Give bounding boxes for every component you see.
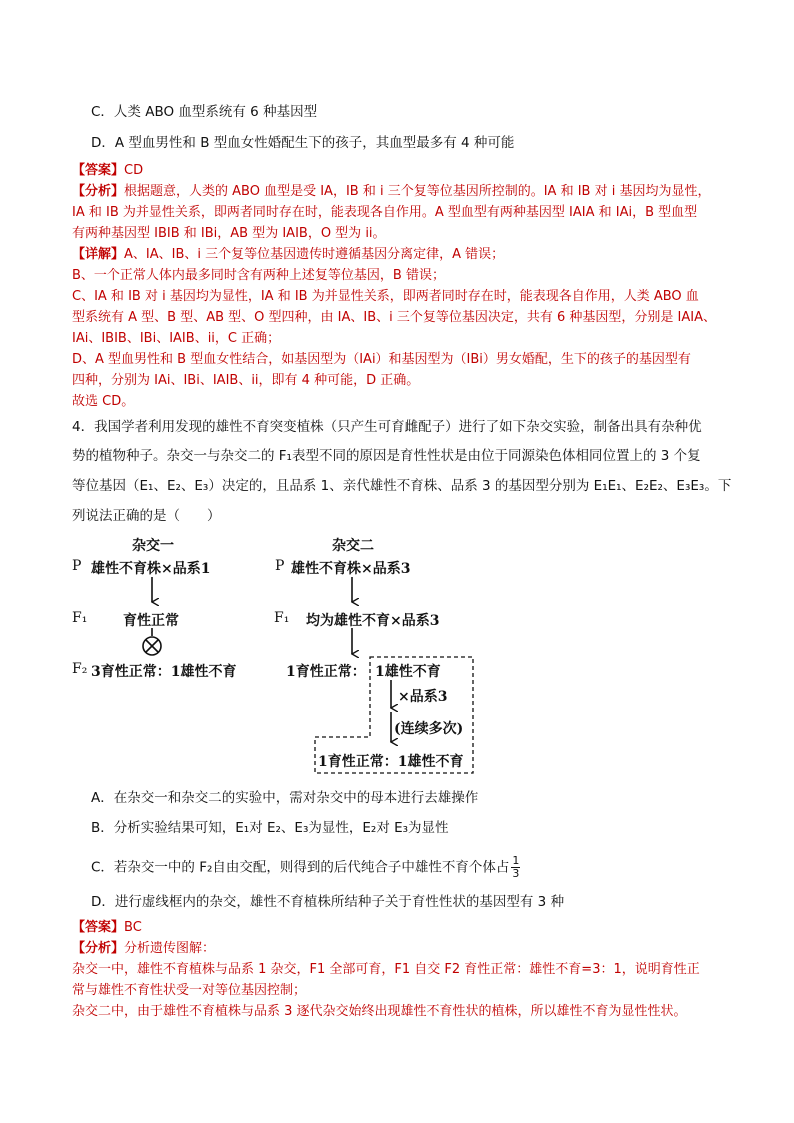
q3-answer — [72, 160, 143, 181]
p-label-2: P — [275, 558, 285, 574]
q3-analysis-line-1 — [72, 181, 710, 202]
cross1-f2: 3育性正常：1雄性不育 — [91, 664, 237, 680]
q4-stem-line-2: 势的植物种子。杂交一与杂交二的 F₁表型不同的原因是育性性状是由位于同源染色体相同位置上的 3 个复 — [72, 448, 701, 464]
cross2-ratio-right: 1雄性不育 — [375, 664, 441, 680]
option-c-text: C．若杂交一中的 F₂自由交配，则得到的后代纯合子中雄性不育个体占 — [91, 859, 510, 876]
answer-value: BC — [124, 920, 142, 935]
q3-detail-c-2: 型系统有 A 型、B 型、AB 型、O 型四种，由 IA、IB、i 三个复等位基因决定，共有 6 种基因型，分别是 IAIA、 — [72, 310, 716, 325]
q4-answer — [72, 917, 142, 938]
cross-note: ×品系3 — [398, 689, 448, 705]
f2-label: F₂ — [72, 661, 88, 677]
cross-diagram — [60, 530, 500, 780]
q3-analysis-line-2: IA 和 IB 为并显性关系，即两者同时存在时，能表现各自作用。A 型血型有两种基因型 IAIA 和 IAi，B 型血型 — [72, 205, 698, 220]
q3-option-c: C．人类 ABO 血型系统有 6 种基因型 — [91, 104, 318, 120]
cross2-parents: 雄性不育株×品系3 — [291, 561, 411, 577]
q4-option-b: B．分析实验结果可知，E₁对 E₂、E₃为显性，E₂对 E₃为显性 — [91, 820, 449, 836]
f1-label-2: F₁ — [274, 610, 290, 626]
answer-label: 【答案】 — [72, 920, 125, 935]
q4-option-a: A．在杂交一和杂交二的实验中，需对杂交中的母本进行去雄操作 — [91, 790, 479, 806]
q3-detail-c-3: IAi、IBIB、IBi、IAIB、ii，C 正确； — [72, 331, 281, 346]
q3-conclusion: 故选 CD。 — [72, 394, 135, 409]
detail-label: 【详解】 — [72, 247, 125, 262]
cross1-f1: 育性正常 — [123, 613, 179, 629]
q3-detail-d-1: D、A 型血男性和 B 型血女性结合，如基因型为（IAi）和基因型为（IBi）男女婚配，生下的孩子的基因型有 — [72, 352, 691, 367]
q3-detail-a — [72, 244, 504, 265]
q4-analysis-line-4: 杂交二中，由于雄性不育植株与品系 3 逐代杂交始终出现雄性不育性状的植株，所以雄性不育为显性性状。 — [72, 1004, 687, 1019]
q4-stem-line-1: 4．我国学者利用发现的雄性不育突变植株（只产生可育雌配子）进行了如下杂交实验，制备出具有杂种优 — [72, 419, 702, 435]
analysis-label: 【分析】 — [72, 184, 125, 199]
answer-value: CD — [124, 163, 144, 178]
final-ratio: 1育性正常：1雄性不育 — [318, 754, 464, 770]
fraction-numerator: 1 — [512, 854, 520, 867]
analysis-label: 【分析】 — [72, 941, 125, 956]
q4-analysis-line-1 — [72, 938, 215, 959]
q4-stem-line-4: 列说法正确的是（ ） — [72, 508, 221, 524]
q4-analysis-line-3: 常与雄性不育性状受一对等位基因控制； — [72, 983, 307, 998]
q4-option-d: D．进行虚线框内的杂交，雄性不育植株所结种子关于育性性状的基因型有 3 种 — [91, 894, 565, 910]
cross1-parents: 雄性不育株×品系1 — [91, 561, 211, 577]
cross2-f1: 均为雄性不育×品系3 — [306, 613, 440, 629]
f1-label: F₁ — [72, 610, 88, 626]
repeat-note: (连续多次) — [394, 721, 464, 737]
detail-text: A、IA、IB、i 三个复等位基因遗传时遵循基因分离定律，A 错误； — [124, 247, 505, 262]
q3-analysis-line-3: 有两种基因型 IBIB 和 IBi，AB 型为 IAIB，O 型为 ii。 — [72, 226, 386, 241]
q3-detail-b: B、一个正常人体内最多同时含有两种上述复等位基因，B 错误； — [72, 268, 445, 283]
p-label: P — [72, 558, 82, 574]
analysis-text: 分析遗传图解： — [124, 941, 216, 956]
q4-option-c — [91, 855, 520, 880]
analysis-text: 根据题意，人类的 ABO 血型是受 IA，IB 和 i 三个复等位基因所控制的。IA 和 IB 对 i 基因均为显性， — [124, 184, 711, 199]
q4-stem-line-3: 等位基因（E₁、E₂、E₃）决定的，且品系 1、亲代雄性不育株、品系 3 的基因型分别为 E₁E₁、E₂E₂、E₃E₃。下 — [72, 478, 732, 494]
q4-analysis-line-2: 杂交一中，雄性不育植株与品系 1 杂交，F1 全部可育，F1 自交 F2 育性正常：雄性不育=3：1，说明育性正 — [72, 962, 700, 977]
cross2-ratio-left: 1育性正常： — [286, 664, 366, 680]
fraction — [511, 855, 520, 880]
q3-option-d: D．A 型血男性和 B 型血女性婚配生下的孩子，其血型最多有 4 种可能 — [91, 135, 515, 151]
answer-label: 【答案】 — [72, 163, 125, 178]
selfing-symbol-icon — [143, 637, 161, 655]
cross2-title: 杂交二 — [332, 538, 374, 554]
q3-detail-d-2: 四种，分别为 IAi、IBi、IAIB、ii，即有 4 种可能，D 正确。 — [72, 373, 420, 388]
cross1-title: 杂交一 — [132, 538, 174, 554]
fraction-denominator: 3 — [512, 867, 520, 880]
q3-detail-c-1: C、IA 和 IB 对 i 基因均为显性，IA 和 IB 为并显性关系，即两者同时存在时，能表现各自作用，人类 ABO 血 — [72, 289, 699, 304]
